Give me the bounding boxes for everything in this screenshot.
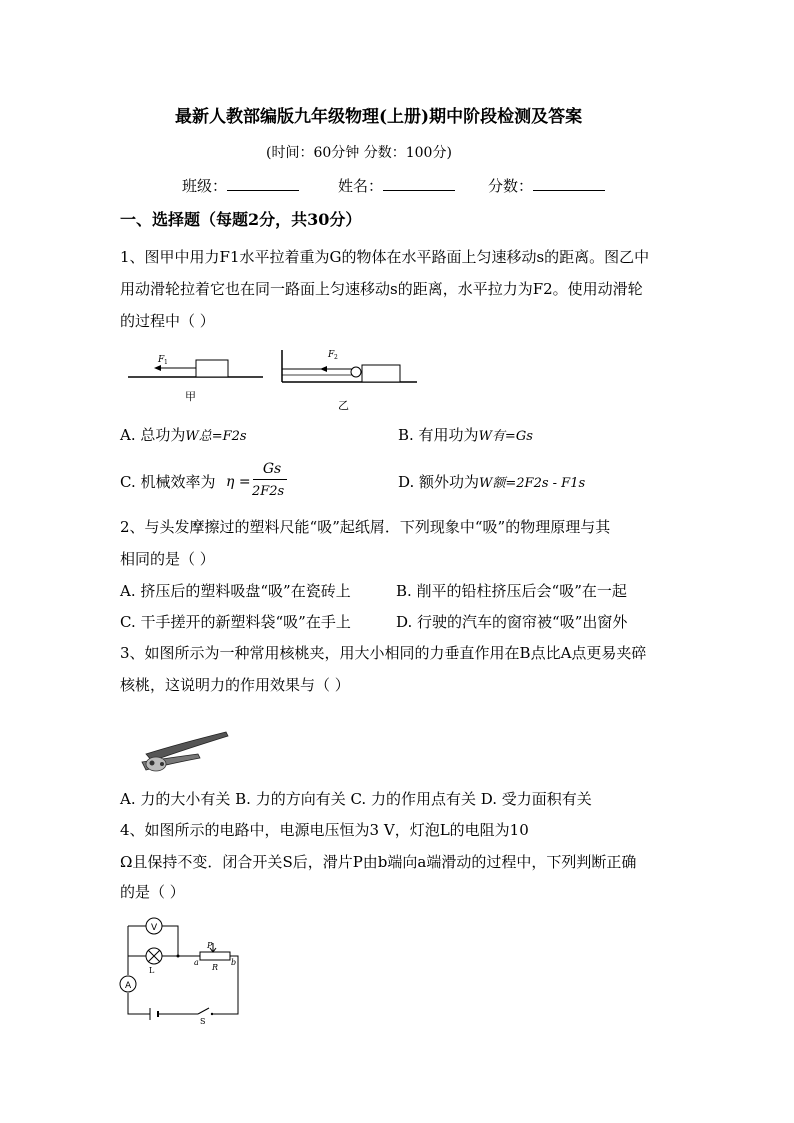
q1-option-d-formula: W额=2F2s - F1s xyxy=(479,476,586,491)
q1-option-a-text: A. 总功为 xyxy=(120,426,186,444)
rheostat xyxy=(200,952,230,960)
q2-option-b[interactable]: B. 削平的铅柱挤压后会“吸”在一起 xyxy=(396,582,627,600)
q1-option-b[interactable] xyxy=(398,425,533,447)
arrow-head xyxy=(154,365,161,371)
lamp-label: L xyxy=(149,966,155,975)
block xyxy=(362,365,400,382)
pulley xyxy=(351,367,361,377)
switch-contact xyxy=(211,1013,213,1015)
q3-line2: 核桃，这说明力的作用效果与（ ） xyxy=(120,676,350,694)
rheostat-end-a: a xyxy=(194,958,199,967)
rheostat-label: R xyxy=(212,963,219,972)
name-label: 姓名： xyxy=(338,177,384,195)
f1-label: F xyxy=(158,355,165,365)
q1-line2: 用动滑轮拉着它也在同一路面上匀速移动s的距离，水平拉力为F2。使用动滑轮 xyxy=(120,280,643,298)
q1-option-a[interactable] xyxy=(120,425,247,447)
slider-label: P xyxy=(207,941,213,950)
page-title: 最新人教部编版九年级物理(上册)期中阶段检测及答案 xyxy=(175,107,583,127)
wire-left-lower xyxy=(128,993,150,1014)
score-blank xyxy=(533,176,605,191)
figure-yi xyxy=(280,345,420,415)
class-field xyxy=(182,176,299,196)
q1-option-a-formula: W总=F2s xyxy=(185,429,247,444)
q1-line3: 的过程中（ ） xyxy=(120,312,215,330)
jia-label: 甲 xyxy=(185,390,196,403)
f2-label: F xyxy=(328,350,335,360)
q1-line1: 1、图甲中用力F1水平拉着重为G的物体在水平路面上匀速移动s的距离。图乙中 xyxy=(120,248,650,266)
class-blank xyxy=(227,176,299,191)
q2-option-c[interactable]: C. 干手搓开的新塑料袋“吸”在手上 xyxy=(120,613,351,631)
name-field xyxy=(338,176,455,196)
section-title: 一、选择题（每题2分，共30分） xyxy=(120,210,362,229)
fraction-denominator: 2F2s xyxy=(252,484,285,499)
q1-option-b-text: B. 有用功为 xyxy=(398,426,479,444)
switch-label: S xyxy=(200,1017,206,1026)
rheostat-end-b: b xyxy=(231,958,237,967)
eta-symbol: η = xyxy=(226,474,251,490)
q1-option-c-text: C. 机械效率为 xyxy=(120,473,216,491)
fraction-numerator: Gs xyxy=(262,461,282,477)
q3-options[interactable]: A. 力的大小有关 B. 力的方向有关 C. 力的作用点有关 D. 受力面积有关 xyxy=(120,790,592,808)
q1-option-c[interactable] xyxy=(120,472,215,492)
q2-line2: 相同的是（ ） xyxy=(120,550,215,568)
nutcracker-figure xyxy=(138,728,233,778)
q4-line1: 4、如图所示的电路中，电源电压恒为3 V，灯泡L的电阻为10 xyxy=(120,821,529,839)
arrow-head xyxy=(320,366,327,372)
q4-line2: Ω且保持不变．闭合开关S后，滑片P由b端向a端滑动的过程中，下列判断正确 xyxy=(120,853,637,871)
q4-line3: 的是（ ） xyxy=(120,883,185,901)
fraction-bar xyxy=(253,479,287,480)
circuit-diagram xyxy=(118,912,248,1024)
q2-line1: 2、与头发摩擦过的塑料尺能“吸”起纸屑．下列现象中“吸”的物理原理与其 xyxy=(120,518,611,536)
score-field xyxy=(488,176,605,196)
junction xyxy=(177,955,180,958)
q1-option-d-text: D. 额外功为 xyxy=(398,473,480,491)
q2-option-a[interactable]: A. 挤压后的塑料吸盘“吸”在瓷砖上 xyxy=(120,582,351,600)
q3-line1: 3、如图所示为一种常用核桃夹，用大小相同的力垂直作用在B点比A点更易夹碎 xyxy=(120,644,647,662)
q1-option-b-formula: W有=Gs xyxy=(478,429,533,444)
q2-option-d[interactable]: D. 行驶的汽车的窗帘被“吸”出窗外 xyxy=(396,613,628,631)
yi-label: 乙 xyxy=(338,399,349,412)
class-label: 班级： xyxy=(182,177,228,195)
f1-sub: 1 xyxy=(164,359,168,366)
score-label: 分数： xyxy=(488,177,534,195)
name-blank xyxy=(383,176,455,191)
switch-blade xyxy=(198,1008,209,1014)
wire-top-right xyxy=(162,926,178,956)
figure-jia xyxy=(128,350,268,410)
block xyxy=(196,360,228,377)
ammeter-label: A xyxy=(125,981,132,991)
time-info: (时间：60分钟 分数：100分) xyxy=(266,145,452,161)
voltmeter-label: V xyxy=(151,923,158,933)
q1-option-d[interactable] xyxy=(398,472,585,494)
f2-sub: 2 xyxy=(334,354,338,361)
